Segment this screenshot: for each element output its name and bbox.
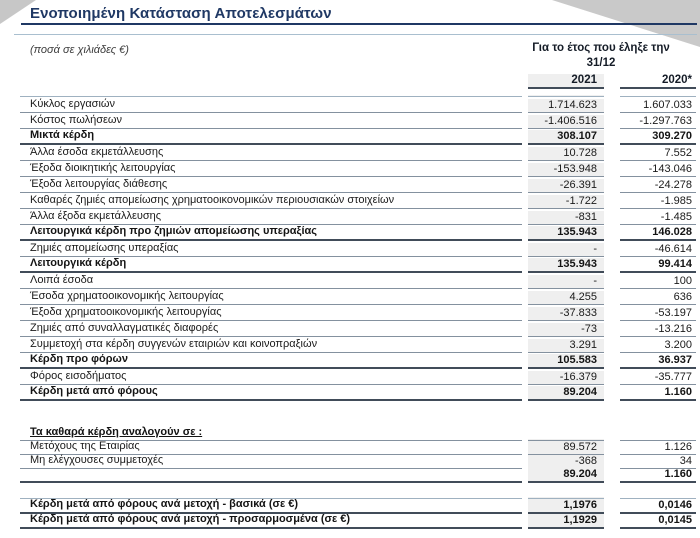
value-2020: 636	[620, 291, 696, 305]
table-row	[20, 499, 696, 514]
row-label: Έσοδα χρηματοοικονομικής λειτουργίας	[20, 290, 522, 305]
value-2021: 3.291	[528, 339, 604, 353]
table-row	[20, 193, 696, 209]
value-2021: -26.391	[528, 179, 604, 193]
row-label: Έξοδα λειτουργίας διάθεσης	[20, 178, 522, 193]
value-2020: 1.126	[620, 441, 696, 455]
table-row	[20, 257, 696, 273]
row-label: Έξοδα διοικητικής λειτουργίας	[20, 162, 522, 177]
value-2020: 99.414	[620, 258, 696, 273]
header-rule	[20, 95, 522, 97]
table-row	[20, 225, 696, 241]
table-row	[20, 514, 696, 529]
period-header-line2: 31/12	[586, 56, 616, 69]
value-2021: -831	[528, 211, 604, 225]
value-2020: -143.046	[620, 163, 696, 177]
table-row	[20, 385, 696, 401]
row-label: Λειτουργικά κέρδη προ ζημιών απομείωσης υπεραξίας	[20, 225, 522, 241]
value-2021: -37.833	[528, 307, 604, 321]
value-2020: -1.485	[620, 211, 696, 225]
table-row	[20, 289, 696, 305]
table-row	[20, 241, 696, 257]
value-2020: 3.200	[620, 339, 696, 353]
value-2020: -24.278	[620, 179, 696, 193]
row-label: Μη ελέγχουσες συμμετοχές	[20, 454, 522, 469]
table-row	[20, 337, 696, 353]
value-2020: 100	[620, 275, 696, 289]
table-row	[20, 70, 696, 89]
table-row	[20, 161, 696, 177]
value-2020: -1.985	[620, 195, 696, 209]
row-label: Φόρος εισοδήματος	[20, 370, 522, 385]
row-label: Λοιπά έσοδα	[20, 274, 522, 289]
table-row	[20, 145, 696, 161]
value-2020: -46.614	[620, 243, 696, 257]
table-row	[20, 321, 696, 337]
row-label: Κέρδη μετά από φόρους ανά μετοχή - προσαρμοσμένα (σε €)	[20, 513, 522, 529]
period-header-line1: Για το έτος που έληξε την	[532, 42, 670, 54]
value-2021: -	[528, 275, 604, 289]
value-2020: 1.160	[620, 386, 696, 401]
row-label: Άλλα έσοδα εκμετάλλευσης	[20, 146, 522, 161]
table-row	[20, 369, 696, 385]
table-row	[20, 209, 696, 225]
value-2021: 1,1929	[528, 514, 604, 529]
row-label: Κόστος πωλήσεων	[20, 114, 522, 129]
value-2021: -73	[528, 323, 604, 337]
column-header-2021: 2021	[528, 74, 604, 89]
value-2021: -1.722	[528, 195, 604, 209]
value-2020: 34	[620, 455, 696, 469]
value-2020: 1.607.033	[620, 99, 696, 113]
table-row	[20, 129, 696, 145]
value-2020: 0,0145	[620, 514, 696, 529]
value-2021: 1.714.623	[528, 99, 604, 113]
row-label: Κέρδη μετά από φόρους	[20, 385, 522, 401]
value-2021: 89.204	[528, 468, 604, 483]
table-row	[20, 469, 696, 483]
section-header-label: Τα καθαρά κέρδη αναλογούν σε :	[20, 426, 522, 441]
header-rule	[528, 95, 604, 97]
value-2020: 309.270	[620, 130, 696, 145]
table-row	[20, 177, 696, 193]
row-label: Μετόχους της Εταιρίας	[20, 440, 522, 455]
row-label: Λειτουργικά κέρδη	[20, 257, 522, 273]
value-2021: 89.572	[528, 441, 604, 455]
table-row	[20, 441, 696, 455]
value-2020: 0,0146	[620, 499, 696, 514]
value-2021: 135.943	[528, 226, 604, 241]
value-2021: 10.728	[528, 147, 604, 161]
value-2021: 308.107	[528, 130, 604, 145]
secondary-divider	[14, 34, 697, 35]
value-2020: -53.197	[620, 307, 696, 321]
table-row	[20, 113, 696, 129]
value-2020: -13.216	[620, 323, 696, 337]
row-label	[20, 88, 522, 89]
table-row	[20, 426, 696, 441]
row-label: Ζημιές απομείωσης υπεραξίας	[20, 242, 522, 257]
row-label: Καθαρές ζημιές απομείωσης χρηματοοικονομικών περιουσιακών στοιχείων	[20, 194, 522, 209]
row-label: Έξοδα χρηματοοικονομικής λειτουργίας	[20, 306, 522, 321]
value-2021: -	[528, 243, 604, 257]
row-label: Συμμετοχή στα κέρδη συγγενών εταιριών και κοινοπραξιών	[20, 338, 522, 353]
header-rule	[620, 95, 696, 97]
row-label: Κέρδη μετά από φόρους ανά μετοχή - βασικά (σε €)	[20, 498, 522, 514]
value-2020: -1.297.763	[620, 115, 696, 129]
row-label	[20, 480, 522, 483]
table-row	[20, 273, 696, 289]
value-2021: -368	[528, 455, 604, 469]
row-label: Άλλα έξοδα εκμετάλλευσης	[20, 210, 522, 225]
value-2021: -153.948	[528, 163, 604, 177]
row-label: Μικτά κέρδη	[20, 129, 522, 145]
value-2020: 1.160	[620, 468, 696, 483]
value-2020: -35.777	[620, 371, 696, 385]
value-2020: 146.028	[620, 226, 696, 241]
table-row	[20, 97, 696, 113]
value-2021: 135.943	[528, 258, 604, 273]
value-2020: 36.937	[620, 354, 696, 369]
value-2021: -1.406.516	[528, 115, 604, 129]
value-2021: 89.204	[528, 386, 604, 401]
table-row	[20, 455, 696, 469]
units-note: (ποσά σε χιλιάδες €)	[30, 44, 129, 56]
table-row	[20, 353, 696, 369]
value-2020: 7.552	[620, 147, 696, 161]
table-row	[20, 89, 696, 97]
value-2021: 105.583	[528, 354, 604, 369]
value-2021: 4.255	[528, 291, 604, 305]
column-header-2020: 2020*	[620, 74, 696, 89]
section-gap	[20, 401, 696, 426]
value-2021: -16.379	[528, 371, 604, 385]
title-divider	[21, 23, 697, 25]
page-title: Ενοποιημένη Κατάσταση Αποτελεσμάτων	[30, 5, 332, 22]
statement-table	[20, 70, 696, 529]
section-gap	[20, 483, 696, 491]
row-label: Κέρδη προ φόρων	[20, 353, 522, 369]
row-label: Ζημιές από συναλλαγματικές διαφορές	[20, 322, 522, 337]
period-header	[505, 41, 697, 71]
value-2021: 1,1976	[528, 499, 604, 514]
table-row	[20, 305, 696, 321]
row-label: Κύκλος εργασιών	[20, 98, 522, 113]
